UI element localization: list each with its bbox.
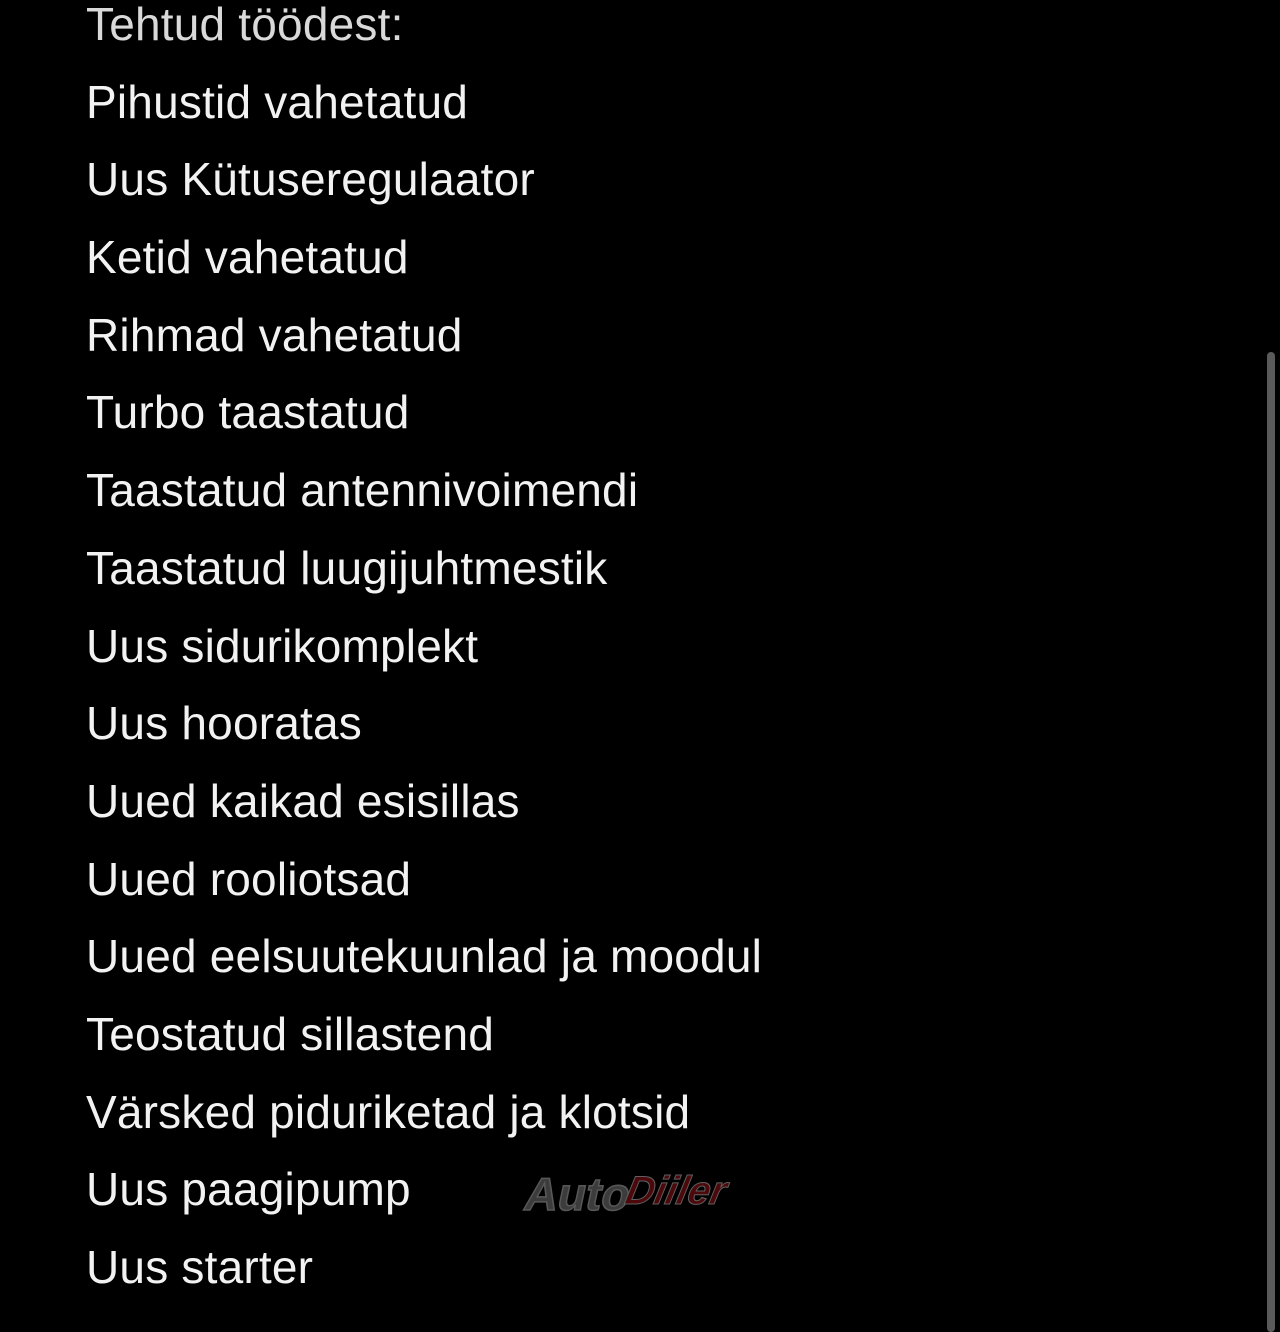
- list-item: Teostatud sillastend: [86, 1007, 495, 1060]
- list-item: Värsked piduriketad ja klotsid: [86, 1085, 691, 1138]
- list-item: Uus sidurikomplekt: [86, 619, 479, 672]
- list-item: Uus paagipump: [86, 1163, 411, 1216]
- note-heading: Tehtud töödest:: [86, 0, 404, 50]
- list-item: Uus starter: [86, 1241, 314, 1293]
- list-item: Uued eelsuutekuunlad ja moodul: [86, 930, 763, 983]
- list-item: Taastatud luugijuhtmestik: [86, 541, 608, 594]
- watermark-auto-text: Auto: [520, 1168, 636, 1220]
- list-item: Pihustid vahetatud: [86, 75, 469, 128]
- watermark-diiler-text: Diiler: [621, 1167, 732, 1213]
- scrollbar-thumb[interactable]: [1267, 352, 1275, 1332]
- list-item: Turbo taastatud: [86, 386, 410, 439]
- list-item: Taastatud antennivoimendi: [86, 464, 639, 517]
- note-text-list: [86, 0, 762, 1307]
- list-item: Ketid vahetatud: [86, 231, 409, 284]
- list-item: Rihmad vahetatud: [86, 308, 463, 361]
- list-item: Uued kaikad esisillas: [86, 774, 520, 827]
- list-item: Uus hooratas: [86, 697, 362, 750]
- vertical-scrollbar[interactable]: [1266, 0, 1278, 1319]
- list-item: Uued rooliotsad: [86, 852, 412, 905]
- autodiiler-watermark-logo: [510, 1164, 772, 1222]
- list-item: Uus Kütuseregulaator: [86, 153, 535, 206]
